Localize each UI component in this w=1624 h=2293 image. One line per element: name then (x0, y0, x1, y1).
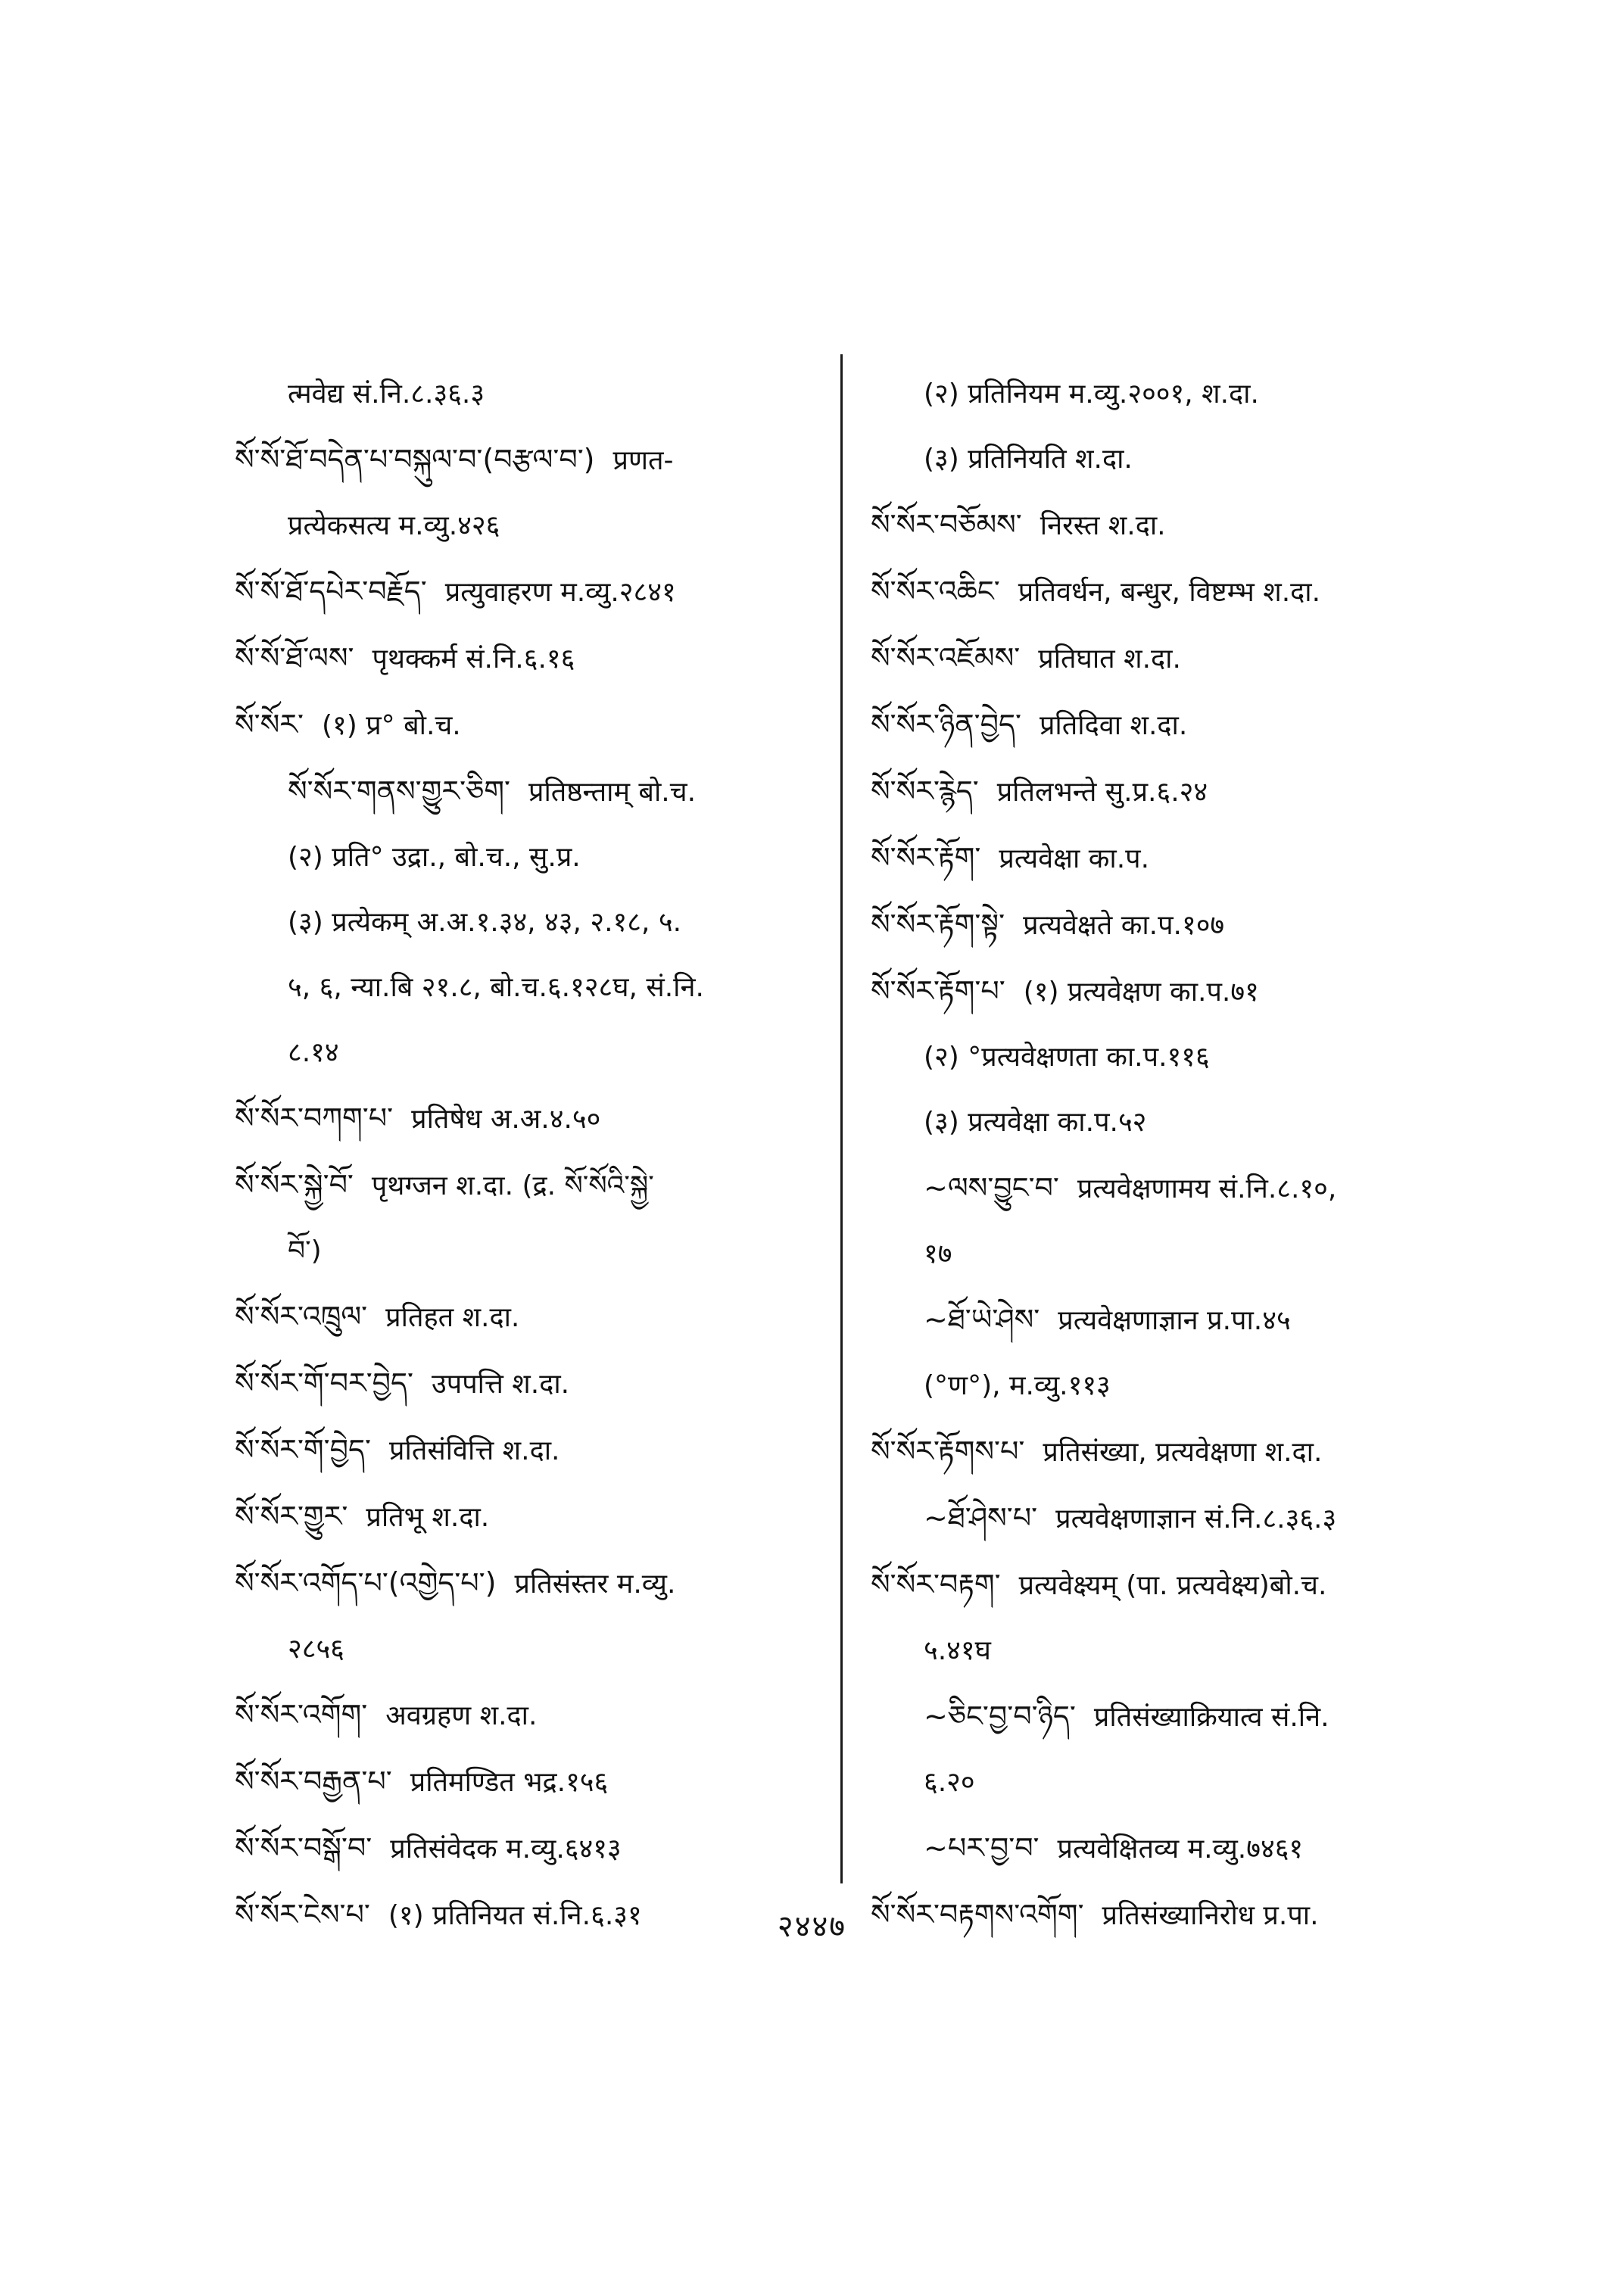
column-divider (840, 354, 843, 1883)
tibetan-headword: སོ་སོར་འཁྲུལ་ (235, 1300, 368, 1333)
sanskrit-gloss: प्रतिदिवा श.दा. (1039, 710, 1188, 741)
sanskrit-gloss: निरस्त श.दा. (1040, 510, 1166, 541)
dictionary-entry-line (871, 1155, 1473, 1222)
tibetan-headword: སོ་སོར་རྟོག་པ་ (871, 974, 1005, 1008)
dictionary-entry-line (871, 1552, 1473, 1618)
tibetan-headword: ~ཐོ་ཤེས་པ་ (924, 1501, 1038, 1534)
sanskrit-gloss: (°ण°), म.व्यु.११३ (924, 1370, 1111, 1401)
dictionary-entry-line (871, 1354, 1473, 1419)
dictionary-entry-line (871, 625, 1473, 692)
sanskrit-gloss: २८५६ (288, 1634, 344, 1665)
tibetan-headword: སོ་སོར་བརྟགས་འགོག་ (871, 1898, 1084, 1931)
dictionary-entry-line (235, 1550, 825, 1617)
sanskrit-gloss: (१) प्रतिनियत सं.नि.६.३१ (388, 1900, 642, 1931)
dictionary-entry-line (235, 1484, 825, 1550)
sanskrit-gloss: प्रत्येकसत्य म.व्यु.४२६ (288, 510, 500, 541)
dictionary-entry-line (235, 890, 825, 955)
dictionary-entry-line (871, 892, 1473, 958)
dictionary-entry-line (235, 1351, 825, 1417)
dictionary-entry-line (871, 759, 1473, 825)
tibetan-headword: སོ་སོར་རྙེད་ (871, 774, 979, 808)
dictionary-entry-line (235, 1682, 825, 1749)
sanskrit-gloss: प्रत्युवाहरण म.व्यु.२८४१ (444, 577, 676, 608)
dictionary-entry-line (235, 625, 825, 692)
tibetan-headword: སོ་སོར་འཇོམས་ (871, 641, 1021, 675)
dictionary-entry-line (235, 1417, 825, 1484)
sanskrit-gloss: प्रत्यवेक्षते का.प.१०७ (1023, 910, 1225, 941)
tibetan-headword: སོ་སོར་སྐྱེ་བོ་ (235, 1168, 354, 1201)
sanskrit-gloss: प्रतिसंस्तर म.व्यु. (514, 1569, 676, 1600)
sanskrit-gloss: प्रतिष्ठन्ताम् बो.च. (528, 777, 697, 808)
sanskrit-gloss: प्रतिमण्डित भद्र.१५६ (410, 1767, 609, 1798)
tibetan-headword: སོ་སོ་ཐོ་ལས་ (235, 641, 354, 675)
tibetan-headword: སོ་སོར་རྟོག་ (871, 841, 981, 874)
dictionary-entry-line (235, 1749, 825, 1815)
dictionary-entry-line (235, 494, 825, 559)
sanskrit-gloss: (१) प्र° बो.च. (321, 710, 461, 741)
tibetan-headword: ~ཅིང་བྱ་བ་ཉིད་ (924, 1699, 1076, 1733)
sanskrit-gloss: प्रतिवर्धन, बन्धुर, विष्टम्भ श.दा. (1018, 577, 1321, 608)
dictionary-entry-line (235, 1152, 825, 1219)
tibetan-headword: སོ་སོར་གྱུར་ (235, 1500, 348, 1533)
tibetan-headword: སོ་སོར་རྟོགས་པ་ (871, 1435, 1025, 1468)
dictionary-entry-line (871, 1684, 1473, 1750)
dictionary-entry-line (871, 825, 1473, 892)
sanskrit-gloss: (३) प्रत्येकम् अ.अ.१.३४, ४३, २.१८, ५. (288, 907, 682, 938)
dictionary-entry-line (235, 1086, 825, 1152)
dictionary-entry-line (871, 1815, 1473, 1882)
tibetan-headword: སོ་སོར་གོ་བར་བྱེད་ (235, 1366, 414, 1400)
dictionary-entry-line (871, 958, 1473, 1025)
dictionary-entry-line (235, 1815, 825, 1882)
tibetan-headword: ~ལས་བྱུང་བ་ (924, 1171, 1059, 1204)
tibetan-headword: སོ་སོར་འགོད་པ་(འགྱེད་པ་) (235, 1566, 497, 1600)
sanskrit-gloss: ६.२० (924, 1767, 975, 1798)
sanskrit-gloss: (३) प्रत्यवेक्षा का.प.५२ (924, 1107, 1147, 1138)
sanskrit-gloss: प्रत्यवेक्षणाज्ञान सं.नि.८.३६.३ (1055, 1503, 1337, 1534)
dictionary-entry-line (235, 1020, 825, 1086)
dictionary-entry-line (871, 1750, 1473, 1815)
sanskrit-gloss: ८.१४ (288, 1037, 339, 1068)
dictionary-entry-line (871, 692, 1473, 759)
dictionary-entry-line (871, 1025, 1473, 1090)
sanskrit-gloss: प्रत्यवेक्ष्यम् (पा. प्रत्यवेक्ष्य)बो.च. (1018, 1570, 1327, 1601)
dictionary-entry-line (871, 559, 1473, 625)
tibetan-headword: སོ་སོ་ཐོ་དཔེར་བརྗོད་ (235, 575, 427, 608)
sanskrit-gloss: प्रतिभू श.दा. (366, 1502, 490, 1533)
tibetan-headword: སོ་སོར་བརྒྱན་པ་ (235, 1765, 392, 1798)
sanskrit-gloss: प्रतिलभन्ते सु.प्र.६.२४ (996, 777, 1208, 808)
dictionary-entry-line (235, 1284, 825, 1351)
tibetan-headword: སོ་སོར་གོ་བྱེད་ (235, 1433, 372, 1466)
sanskrit-gloss: प्रतिहत श.दा. (385, 1302, 520, 1333)
dictionary-entry-line (235, 1617, 825, 1682)
dictionary-entry-line (871, 1419, 1473, 1485)
tibetan-headword: སོ་སོར་གནས་གྱུར་ཅིག་ (288, 774, 510, 808)
sanskrit-gloss: ५, ६, न्या.बि २१.८, बो.च.६.१२८घ, सं.नि. (288, 972, 704, 1003)
tibetan-headword: སོ་སོར་ངེས་པ་ (235, 1898, 370, 1931)
sanskrit-gloss: (३) प्रतिनियति श.दा. (924, 444, 1133, 475)
tibetan-headword: ~པར་བྱ་བ་ (924, 1831, 1040, 1865)
sanskrit-gloss: प्रत्यवेक्षितव्य म.व्यु.७४६१ (1057, 1833, 1304, 1865)
sanskrit-gloss: प्रतिसंख्यानिरोध प्र.पा. (1102, 1900, 1319, 1931)
tibetan-headword: སོ་སོ་ཐོ་བདེན་པ་བསྐུལ་བ་(བརྩལ་བ་) (235, 443, 595, 476)
sanskrit-gloss: प्रतिसंख्या, प्रत्यवेक्षणा श.दा. (1043, 1437, 1323, 1468)
dictionary-entry-line (871, 362, 1473, 427)
sanskrit-gloss: प्रत्यवेक्षणाज्ञान प्र.पा.४५ (1058, 1305, 1291, 1336)
tibetan-headword: སོ་སོར་བསྒོ་བ་ (235, 1831, 372, 1865)
sanskrit-gloss: अवग्रहण श.दा. (385, 1700, 538, 1731)
sanskrit-gloss: प्रत्यवेक्षणामय सं.नि.८.१०, (1077, 1173, 1337, 1204)
right-column (871, 362, 1473, 1949)
dictionary-entry-line (235, 759, 825, 825)
dictionary-entry-line (235, 955, 825, 1020)
tibetan-headword: སོ་སོར་ཉིན་བྱེད་ (871, 708, 1021, 741)
tibetan-headword: སོ་སོར་ (235, 708, 304, 741)
tibetan-headword: སོ་སོར་བརྟག་ (871, 1568, 1001, 1601)
tibetan-headword: སོ་སོར་འཆིང་ (871, 575, 1000, 608)
dictionary-entry-line (871, 492, 1473, 559)
sanskrit-gloss: (२) प्रति° उद्रा., बो.च., सु.प्र. (288, 842, 581, 873)
sanskrit-gloss: प्रतिसंवित्ति श.दा. (389, 1435, 560, 1466)
left-column (235, 362, 825, 1949)
dictionary-entry-line (871, 1090, 1473, 1155)
sanskrit-gloss: प्रतिसंख्याक्रियात्व सं.नि. (1093, 1702, 1329, 1733)
sanskrit-gloss: प्रणत- (613, 445, 674, 476)
dictionary-entry-line (871, 427, 1473, 492)
sanskrit-gloss: प्रत्यवेक्षा का.प. (999, 843, 1150, 874)
tibetan-headword: ~ཐོ་ཡེ་ཤེས་ (924, 1303, 1040, 1336)
sanskrit-gloss: उपपत्ति श.दा. (432, 1369, 570, 1400)
tibetan-headword: སོ་སོར་བཀག་པ་ (235, 1101, 394, 1135)
sanskrit-gloss: पृथग्जन श.दा. (द्र. སོ་སོའི་སྐྱེ་ (371, 1170, 654, 1201)
sanskrit-gloss: (२) °प्रत्यवेक्षणता का.प.११६ (924, 1042, 1210, 1073)
sanskrit-gloss: (१) प्रत्यवेक्षण का.प.७१ (1023, 977, 1259, 1008)
dictionary-entry-line (235, 692, 825, 759)
page-number: २४४७ (777, 1909, 847, 1944)
dictionary-entry-line (235, 825, 825, 890)
sanskrit-gloss: प्रतिसंवेदक म.व्यु.६४१३ (390, 1833, 622, 1865)
dictionary-entry-line (871, 1222, 1473, 1287)
dictionary-entry-line (235, 1219, 825, 1284)
sanskrit-gloss: प्रतिषेध अ.अ.४.५० (411, 1104, 601, 1135)
dictionary-entry-line (871, 1287, 1473, 1354)
dictionary-entry-line (871, 1485, 1473, 1552)
sanskrit-gloss: त्मवेद्य सं.नि.८.३६.३ (288, 379, 485, 410)
sanskrit-gloss: पृथक्कर्म सं.नि.६.१६ (372, 643, 575, 675)
dictionary-entry-line (235, 559, 825, 625)
sanskrit-gloss: १७ (924, 1238, 952, 1270)
tibetan-headword: སོ་སོར་བཅོམས་ (871, 508, 1022, 541)
sanskrit-gloss: ५.४१घ (924, 1635, 991, 1666)
tibetan-headword: སོ་སོར་འགོག་ (235, 1698, 368, 1731)
tibetan-headword: སོ་སོར་རྟོག་སྟེ་ (871, 908, 1005, 941)
sanskrit-gloss: प्रतिघात श.दा. (1038, 643, 1181, 675)
dictionary-entry-line (235, 362, 825, 427)
dictionary-entry-line (871, 1618, 1473, 1684)
sanskrit-gloss: (२) प्रतिनियम म.व्यु.२००१, श.दा. (924, 379, 1259, 410)
sanskrit-gloss: བོ་) (288, 1235, 322, 1266)
dictionary-entry-line (235, 427, 825, 494)
